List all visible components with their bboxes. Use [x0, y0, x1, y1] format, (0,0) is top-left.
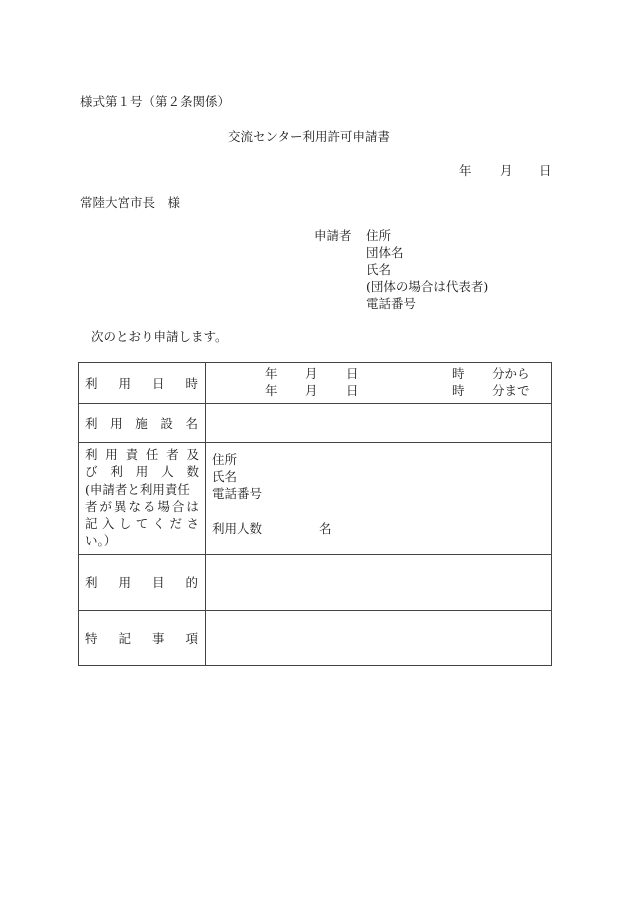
- form-title: 交流センター利用許可申請書: [228, 129, 391, 144]
- to-hour: 時: [452, 383, 465, 398]
- form-number: 様式第１号（第２条関係）: [80, 94, 231, 109]
- purpose-field[interactable]: [206, 554, 552, 610]
- from-year: 年: [265, 366, 278, 381]
- user-count-label: 利用人数: [212, 521, 263, 537]
- applicant-phone-label: 電話番号: [366, 296, 417, 311]
- row-responsible: [79, 443, 552, 555]
- row-datetime: [79, 363, 552, 404]
- from-month: 月: [305, 366, 318, 381]
- datetime-field[interactable]: [206, 363, 552, 404]
- intro-text: 次のとおり申請します。: [91, 329, 228, 344]
- facility-field[interactable]: [206, 404, 552, 443]
- label-datetime: 利 用 日 時: [79, 363, 206, 404]
- applicant-rep-note: (団体の場合は代表者): [366, 279, 489, 294]
- to-day: 日: [346, 383, 359, 398]
- applicant-name-label: 氏名: [366, 262, 392, 277]
- date-year-label: 年: [459, 163, 472, 178]
- date-day-label: 日: [539, 163, 552, 178]
- to-month: 月: [305, 383, 318, 398]
- date-month-label: 月: [500, 163, 513, 178]
- applicant-label: 申請者: [314, 228, 352, 243]
- row-facility: [79, 404, 552, 443]
- responsible-name-label: 氏名: [212, 469, 238, 485]
- to-minute: 分まで: [492, 383, 530, 398]
- responsible-phone-label: 電話番号: [212, 486, 263, 502]
- applicant-group-label: 団体名: [366, 245, 404, 260]
- from-day: 日: [346, 366, 359, 381]
- label-facility: 利 用 施 設 名: [79, 404, 206, 443]
- addressee: 常陸大宮市長 様: [80, 195, 181, 210]
- to-year: 年: [265, 383, 278, 398]
- label-notes: 特 記 事 項: [79, 610, 206, 665]
- applicant-address-label: 住所: [366, 228, 392, 243]
- label-responsible: 利 用 責 任 者 及 び 利 用 人 数 (申請者と利用責任 者 が 異 な る 場 合 は 記 入 し て く だ さ い。）: [79, 443, 206, 555]
- notes-field[interactable]: [206, 610, 552, 665]
- from-hour: 時: [452, 366, 465, 381]
- from-minute: 分から: [492, 366, 530, 381]
- responsible-address-label: 住所: [212, 452, 238, 468]
- label-purpose: 利 用 目 的: [79, 554, 206, 610]
- user-count-unit: 名: [319, 521, 332, 537]
- row-notes: [79, 610, 552, 665]
- row-purpose: [79, 554, 552, 610]
- responsible-field[interactable]: [206, 443, 552, 555]
- application-table: [78, 362, 552, 666]
